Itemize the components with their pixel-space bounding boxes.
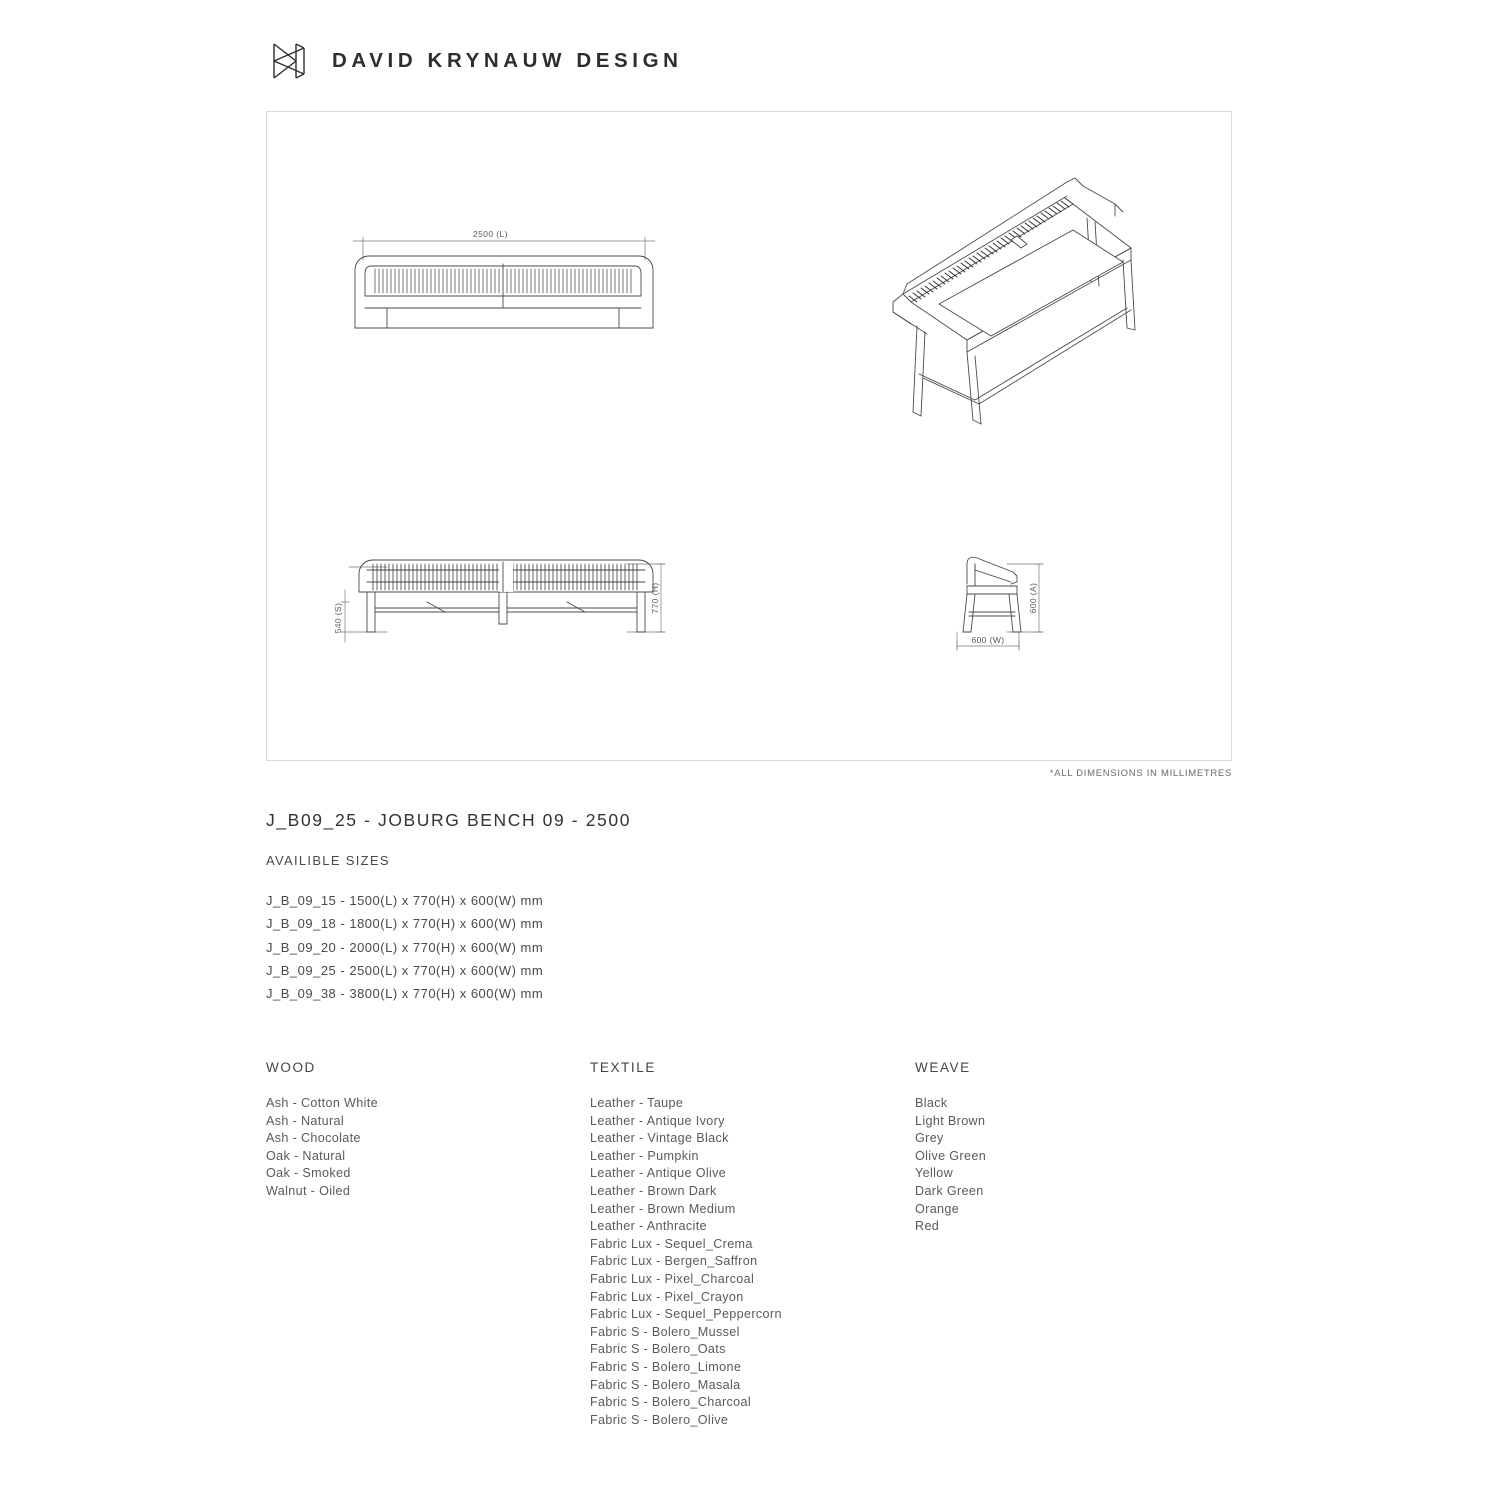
dim-label-seat-height: 540 (S) [333,602,343,634]
page-title: J_B09_25 - JOBURG BENCH 09 - 2500 [266,810,632,830]
drawing-perspective-view [893,178,1135,424]
brand-name: DAVID KRYNAUW DESIGN [332,49,683,72]
list-item: Red [915,1219,940,1234]
wood-heading: WOOD [266,1060,316,1075]
list-item: J_B_09_20 - 2000(L) x 770(H) x 600(W) mm [266,939,544,955]
wood-options-column [266,1060,378,1201]
list-item: Fabric S - Bolero_Masala [590,1377,741,1392]
list-item: Fabric S - Bolero_Limone [590,1359,742,1374]
list-item: Leather - Anthracite [590,1219,707,1234]
dim-label-width: 600 (W) [971,635,1005,645]
textile-options-list [590,1095,782,1429]
list-item: J_B_09_15 - 1500(L) x 770(H) x 600(W) mm [266,893,544,908]
list-item: Fabric S - Bolero_Oats [590,1342,726,1357]
list-item: Oak - Natural [266,1148,346,1163]
list-item: Leather - Brown Medium [590,1201,736,1216]
list-item: Fabric Lux - Bergen_Saffron [590,1254,758,1269]
list-item: Oak - Smoked [266,1166,351,1181]
weave-heading: WEAVE [915,1060,971,1075]
list-item: Walnut - Oiled [266,1183,351,1198]
list-item: Grey [915,1131,944,1146]
list-item: Ash - Cotton White [266,1096,378,1110]
drawing-top-view [353,237,655,328]
list-item: Leather - Vintage Black [590,1131,729,1146]
available-sizes-list [266,889,543,1005]
weave-options-list [915,1095,986,1236]
weave-options-column [915,1060,986,1236]
list-item: J_B_09_18 - 1800(L) x 770(H) x 600(W) mm [266,916,544,932]
dim-label-side-height: 600 (A) [1028,582,1038,614]
list-item: Fabric Lux - Sequel_Peppercorn [590,1307,782,1322]
list-item: Fabric S - Bolero_Olive [590,1412,729,1427]
list-item: Ash - Natural [266,1113,345,1128]
list-item: Fabric Lux - Pixel_Crayon [590,1289,744,1304]
drawing-front-elevation [341,560,665,642]
dimensions-note: *ALL DIMENSIONS IN MILLIMETRES [1049,768,1232,779]
available-sizes-heading: AVAILIBLE SIZES [266,853,390,868]
list-item: Leather - Antique Ivory [590,1113,725,1128]
list-item: Olive Green [915,1148,987,1163]
list-item: J_B_09_38 - 3800(L) x 770(H) x 600(W) mm [266,986,544,1002]
technical-drawing-frame [266,111,1232,761]
list-item: Leather - Taupe [590,1096,684,1110]
textile-options-column [590,1060,782,1429]
list-item: Dark Green [915,1183,984,1198]
wood-options-list [266,1095,378,1201]
textile-heading: TEXTILE [590,1060,656,1075]
brand-header [266,38,683,84]
list-item: Orange [915,1201,960,1216]
list-item: Fabric S - Bolero_Mussel [590,1324,740,1339]
list-item: Fabric S - Bolero_Charcoal [590,1395,751,1410]
list-item: Ash - Chocolate [266,1131,361,1146]
list-item: Yellow [915,1166,954,1181]
krynauw-monogram-icon [266,38,312,84]
list-item: Fabric Lux - Pixel_Charcoal [590,1271,755,1286]
list-item: J_B_09_25 - 2500(L) x 770(H) x 600(W) mm [266,962,544,978]
list-item: Leather - Pumpkin [590,1148,699,1163]
list-item: Leather - Brown Dark [590,1183,717,1198]
dim-label-overall-height: 770 (H) [650,582,660,614]
technical-drawing [267,112,1231,760]
dim-label-length: 2500 (L) [473,229,508,239]
list-item: Fabric Lux - Sequel_Crema [590,1236,753,1251]
list-item: Leather - Antique Olive [590,1166,727,1181]
list-item: Black [915,1096,948,1110]
list-item: Light Brown [915,1113,986,1128]
